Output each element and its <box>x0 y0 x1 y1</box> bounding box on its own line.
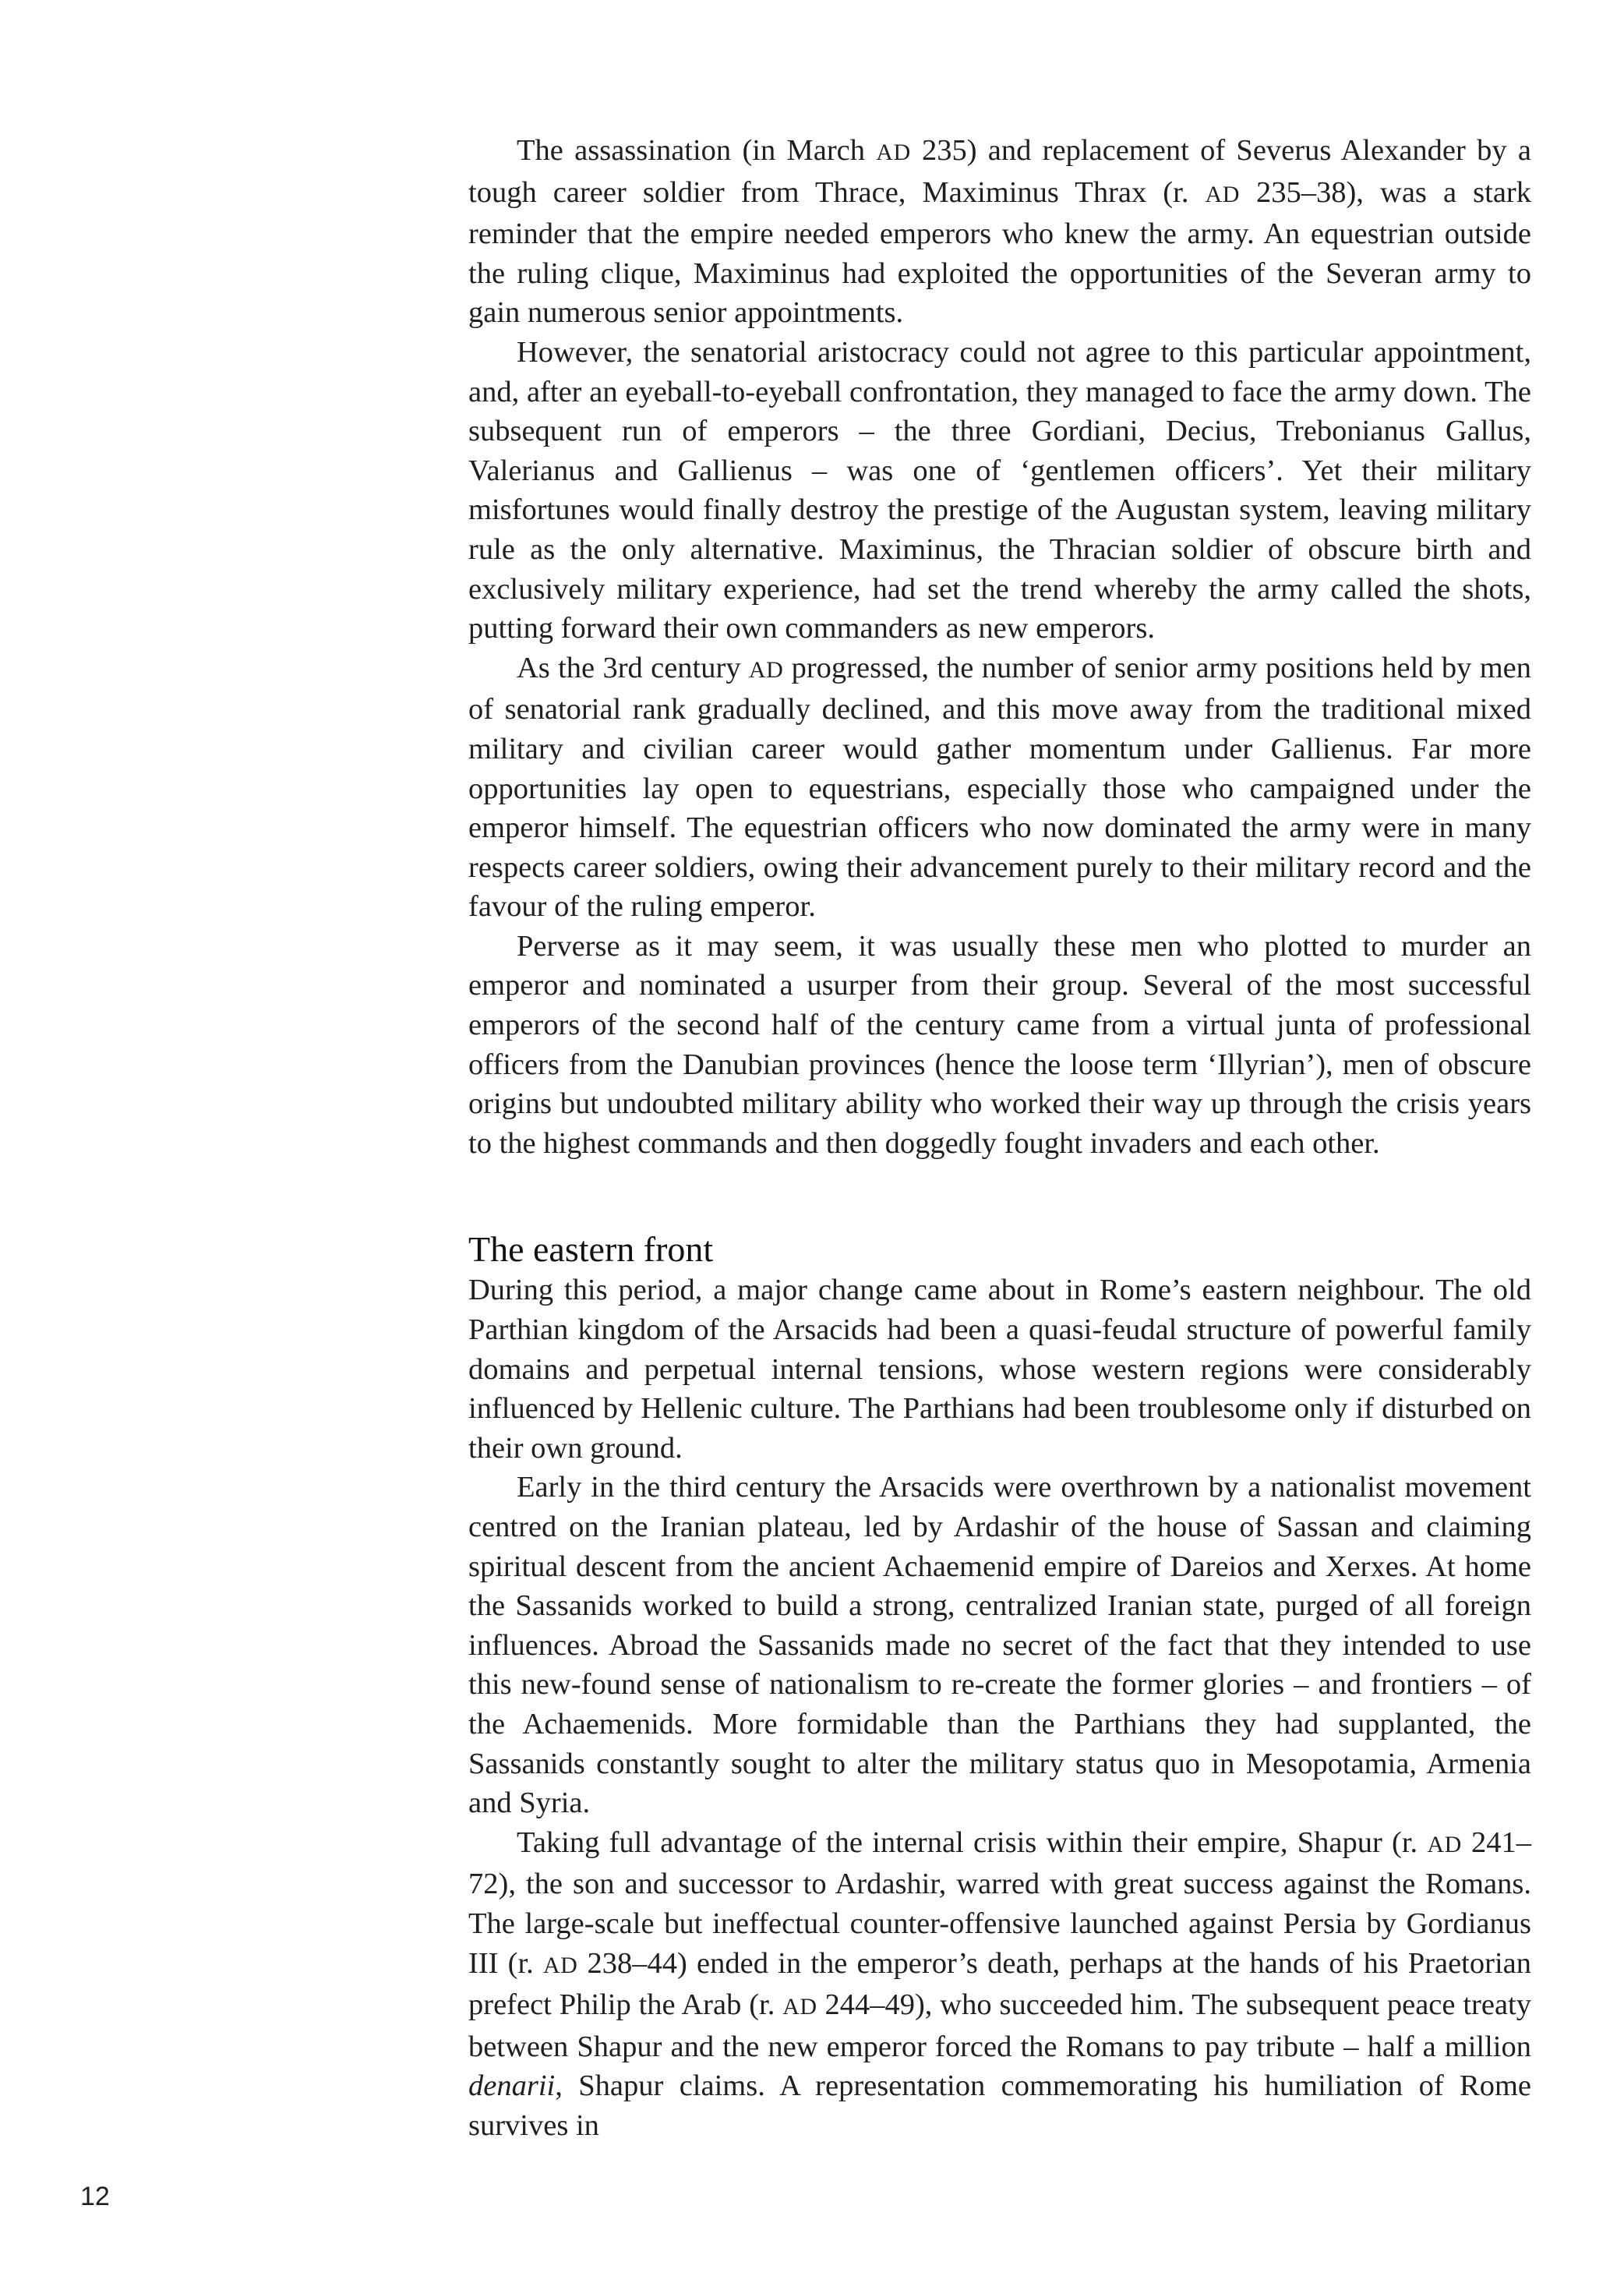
text-run: 238–44) ended in the emperor’s death, perhaps at the hands of his Praetorian prefect Philip the Arab (r. <box>468 1946 1531 2022</box>
italic-term: denarii <box>468 2069 556 2103</box>
text-run: The assassination (in March <box>517 134 877 167</box>
paragraph-4 <box>468 927 1531 1164</box>
era-abbreviation: AD <box>542 1952 578 1978</box>
paragraph-5 <box>468 1271 1531 1468</box>
page-number: 12 <box>80 2182 110 2211</box>
paragraphs-after-heading <box>468 1271 1531 2145</box>
paragraph-2 <box>468 333 1531 649</box>
era-abbreviation: AD <box>782 1994 817 2020</box>
text-run: 241–72), the son and successor to Ardashir, warred with great success against the Romans. The large-scale but ineffectual counter-offensive launched against Persia by Gordianus III (r. <box>468 1825 1532 1980</box>
text-run: As the 3rd century <box>517 651 749 684</box>
text-run: Early in the third century the Arsacids were overthrown by a nationalist movement centred on the Iranian plateau, led by Ardashir of the house of Sassan and claiming spiritual descent from the ancient Achaemenid empire of Dareios and Xerxes. At home the Sassanids worked to build a strong, centralized Iranian state, purged of all foreign influences. Abroad the Sassanids made no secret of the fact that they intended to use this new-found sense of nationalism to re-create the former glories – and frontiers – of the Achaemenids. More formidable than the Parthians they had supplanted, the Sassanids constantly sought to alter the military status quo in Mesopotamia, Armenia and Syria. <box>468 1471 1531 1820</box>
era-abbreviation: AD <box>748 656 784 683</box>
era-abbreviation: AD <box>1427 1831 1462 1857</box>
text-run: However, the senatorial aristocracy could not agree to this particular appointment, and, after an eyeball-to-eyeball confrontation, they managed to face the army down. The subsequent run of emperors – the three Gordiani, Decius, Trebonianus Gallus, Valerianus and Gallienus – was one of ‘gentlemen officers’. Yet their military misfortunes would finally destroy the prestige of the Augustan system, leaving military rule as the only alternative. Maximinus, the Thracian soldier of obscure birth and exclusively military experience, had set the trend whereby the army called the shots, putting forward their own commanders as new emperors. <box>468 335 1531 645</box>
era-abbreviation: AD <box>876 140 911 165</box>
text-run: 244–49), who succeeded him. The subsequent peace treaty between Shapur and the new emperor forced the Romans to pay tribute – half a million <box>468 1988 1531 2063</box>
section-heading: The eastern front <box>468 1229 714 1270</box>
main-text-column <box>468 131 1531 2146</box>
text-run: Taking full advantage of the internal crisis within their empire, Shapur (r. <box>517 1825 1428 1859</box>
paragraph-7 <box>468 1823 1531 2146</box>
paragraphs-before-heading <box>468 131 1531 1163</box>
text-run: 235) and replacement of Severus Alexander by a tough career soldier from Thrace, Maximinus Thrax (r. <box>468 134 1531 209</box>
text-run: Perverse as it may seem, it was usually these men who plotted to murder an emperor and nominated a usurper from their group. Several of the most successful emperors of the second half of the century came from a virtual junta of professional officers from the Danubian provinces (hence the loose term ‘Illyrian’), men of obscure origins but undoubted military ability who worked their way up through the crisis years to the highest commands and then doggedly fought invaders and each other. <box>468 929 1531 1160</box>
paragraph-1 <box>468 131 1531 333</box>
paragraph-3 <box>468 649 1531 927</box>
text-run: 235–38), was a stark reminder that the empire needed emperors who knew the army. An equestrian outside the ruling clique, Maximinus had exploited the opportunities of the Severan army to gain numerous senior appointments. <box>468 175 1531 330</box>
paragraph-6 <box>468 1468 1531 1822</box>
text-run: During this period, a major change came about in Rome’s eastern neighbour. The old Parthian kingdom of the Arsacids had been a quasi-feudal structure of powerful family domains and perpetual internal tensions, whose western regions were considerably influenced by Hellenic culture. The Parthians had been troublesome only if disturbed on their own ground. <box>468 1274 1531 1465</box>
text-run: , Shapur claims. A representation commemorating his humiliation of Rome survives in <box>468 2069 1531 2142</box>
text-run: progressed, the number of senior army positions held by men of senatorial rank gradually declined, and this move away from the traditional mixed military and civilian career would gather momentum under Gallienus. Far more opportunities lay open to equestrians, especially those who campaigned under the emperor himself. The equestrian officers who now dominated the army were in many respects career soldiers, owing their advancement purely to their military record and the favour of the ruling emperor. <box>468 651 1531 924</box>
era-abbreviation: AD <box>1205 181 1240 207</box>
